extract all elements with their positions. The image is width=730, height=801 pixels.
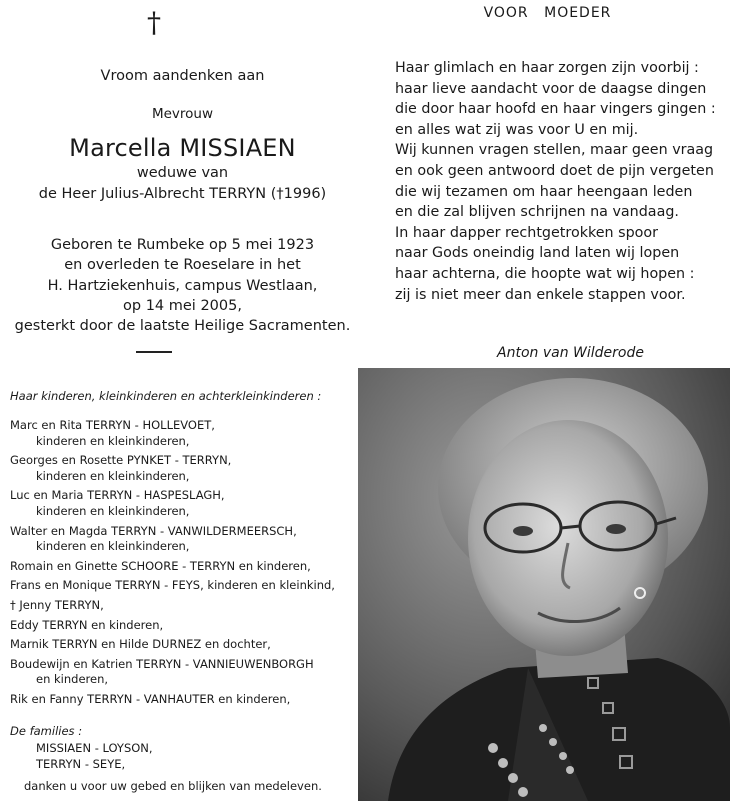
poem-line: Haar glimlach en haar zorgen zijn voorbij : xyxy=(395,60,699,76)
spouse-line-1: weduwe van xyxy=(136,165,229,181)
poem-line: die wij tezamen om haar heengaan leden xyxy=(395,183,693,200)
families-list xyxy=(36,741,153,772)
honorific: Mevrouw xyxy=(151,106,214,122)
family-member: Walter en Magda TERRYN - VANWILDERMEERSCH, xyxy=(10,523,297,538)
birth-line: gesterkt door de laatste Heilige Sacramenten. xyxy=(14,318,351,334)
poem-lines xyxy=(395,58,716,305)
birth-line: op 14 mei 2005, xyxy=(123,298,242,314)
birth-line: H. Hartziekenhuis, campus Westlaan, xyxy=(47,278,318,294)
poem-title: VOOR MOEDER xyxy=(483,5,612,21)
family-member: Luc en Maria TERRYN - HASPESLAGH, xyxy=(10,488,225,503)
poem-author: Anton van Wilderode xyxy=(497,345,644,361)
family-name: MISSIAEN - LOYSON, xyxy=(36,741,153,755)
portrait-illustration xyxy=(358,368,730,801)
family-member: Eddy TERRYN en kinderen, xyxy=(10,617,164,632)
family-member: Romain en Ginette SCHOORE - TERRYN en kinderen, xyxy=(10,558,311,573)
poem-line: zij is niet meer dan enkele stappen voor. xyxy=(395,286,686,303)
family-member-sub: kinderen en kleinkinderen, xyxy=(36,539,190,554)
family-member: Georges en Rosette PYNKET - TERRYN, xyxy=(10,453,232,468)
card-front-panel xyxy=(0,0,365,368)
family-panel xyxy=(0,368,365,801)
family-heading: Haar kinderen, kleinkinderen en achterkleinkinderen : xyxy=(10,389,322,403)
poem-line: In haar dapper rechtgetrokken spoor xyxy=(395,224,659,241)
deceased-name: Marcella MISSIAEN xyxy=(69,134,296,162)
intro-line: Vroom aandenken aan xyxy=(100,68,265,84)
poem-line: en alles wat zij was voor U en mij. xyxy=(395,121,639,138)
family-member: Marc en Rita TERRYN - HOLLEVOET, xyxy=(10,418,215,432)
closing-line: danken u voor uw gebed en blijken van medeleven. xyxy=(24,779,322,793)
family-member-sub: en kinderen, xyxy=(36,672,109,687)
poem-line: en die zal blijven schrijnen na vandaag. xyxy=(395,204,679,221)
poem-panel xyxy=(365,0,730,368)
families-label: De families : xyxy=(10,724,83,738)
family-member-sub: kinderen en kleinkinderen, xyxy=(36,433,190,448)
cross-icon: † xyxy=(147,6,161,39)
poem-line: haar lieve aandacht voor de daagse dingen xyxy=(395,80,707,97)
family-member: Rik en Fanny TERRYN - VANHAUTER en kinderen, xyxy=(10,691,291,706)
birth-line: Geboren te Rumbeke op 5 mei 1923 xyxy=(50,237,315,253)
birth-line: en overleden te Roeselare in het xyxy=(64,257,301,273)
divider xyxy=(136,351,172,353)
family-member: Frans en Monique TERRYN - FEYS, kinderen en kleinkind, xyxy=(10,578,335,593)
family-name: TERRYN - SEYE, xyxy=(36,756,126,771)
portrait-photo xyxy=(358,368,730,801)
family-member: Marnik TERRYN en Hilde DURNEZ en dochter, xyxy=(10,637,271,652)
poem-line: en ook geen antwoord doet de pijn vergeten xyxy=(395,162,714,179)
poem-line: die door haar hoofd en haar vingers gingen : xyxy=(395,101,716,118)
poem-line: naar Gods oneindig land laten wij lopen xyxy=(395,245,680,262)
family-member-sub: kinderen en kleinkinderen, xyxy=(36,468,190,483)
poem-line: Wij kunnen vragen stellen, maar geen vraag xyxy=(395,142,714,159)
poem-line: haar achterna, die hoopte wat wij hopen : xyxy=(395,265,695,282)
family-member: Boudewijn en Katrien TERRYN - VANNIEUWENBORGH xyxy=(10,656,314,671)
family-list xyxy=(10,418,335,708)
family-member: † Jenny TERRYN, xyxy=(10,597,104,612)
spouse-line-2: de Heer Julius-Albrecht TERRYN (†1996) xyxy=(38,186,327,202)
family-member-sub: kinderen en kleinkinderen, xyxy=(36,503,190,518)
